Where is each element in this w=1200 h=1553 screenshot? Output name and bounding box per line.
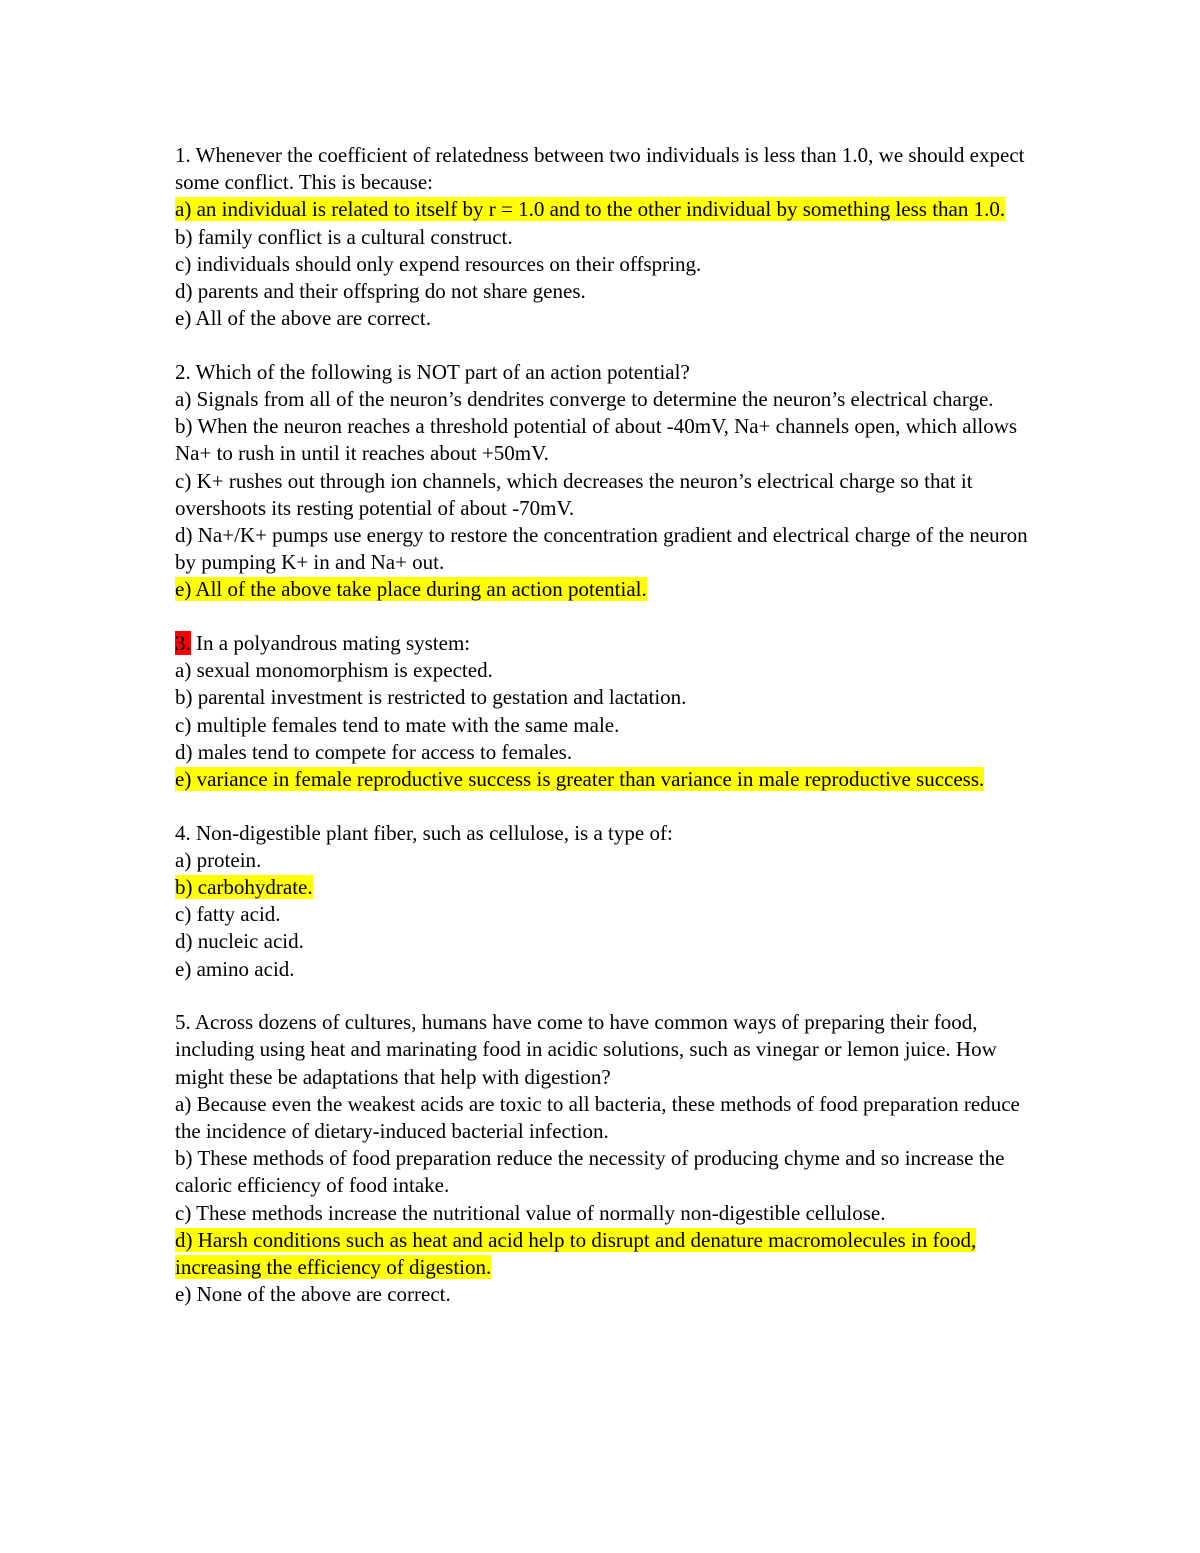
answer-option: c) K+ rushes out through ion channels, which decreases the neuron’s electrical charge so that it overshoots its resting potential of about -70mV.	[175, 468, 973, 520]
answer-highlight: d) Harsh conditions such as heat and acid help to disrupt and denature macromolecules in food, increasing the efficiency of digestion.	[175, 1227, 977, 1280]
answer-option: b) These methods of food preparation reduce the necessity of producing chyme and so increase the caloric efficiency of food intake.	[175, 1146, 1005, 1198]
answer-option: d) nucleic acid.	[175, 929, 304, 954]
answer-option: b) When the neuron reaches a threshold potential of about -40mV, Na+ channels open, which allows Na+ to rush in until it reaches about +50mV.	[175, 414, 1018, 466]
question-stem: 1. Whenever the coefficient of relatedness between two individuals is less than 1.0, we should expect some conflict. This is because:	[175, 143, 1025, 195]
answer-option: a) Signals from all of the neuron’s dendrites converge to determine the neuron’s electrical charge.	[175, 387, 994, 412]
answer-option: d) parents and their offspring do not share genes.	[175, 279, 586, 304]
answer-option: c) fatty acid.	[175, 902, 281, 927]
answer-option: c) These methods increase the nutritional value of normally non-digestible cellulose.	[175, 1200, 886, 1225]
answer-option-correct	[175, 874, 1035, 901]
question-1	[175, 142, 1035, 332]
answer-option-correct	[175, 766, 1035, 793]
answer-option: a) protein.	[175, 847, 262, 872]
question-4	[175, 820, 1035, 983]
answer-highlight: b) carbohydrate.	[175, 875, 313, 900]
question-number-flag: 3.	[175, 631, 191, 656]
question-stem	[175, 630, 1035, 657]
answer-highlight: a) an individual is related to itself by r = 1.0 and to the other individual by something less than 1.0.	[175, 197, 1006, 222]
question-stem: 2. Which of the following is NOT part of an action potential?	[175, 359, 690, 384]
question-5	[175, 1009, 1035, 1308]
answer-option: c) individuals should only expend resources on their offspring.	[175, 251, 702, 276]
answer-option-correct	[175, 1227, 1035, 1281]
question-2	[175, 359, 1035, 604]
question-stem-text: In a polyandrous mating system:	[190, 631, 471, 656]
answer-option-correct	[175, 196, 1035, 223]
answer-option: e) None of the above are correct.	[175, 1282, 451, 1307]
answer-option: d) males tend to compete for access to females.	[175, 739, 573, 764]
question-3	[175, 630, 1035, 793]
document-page	[175, 142, 1035, 1335]
answer-option: e) amino acid.	[175, 956, 295, 981]
answer-option: d) Na+/K+ pumps use energy to restore the concentration gradient and electrical charge of the neuron by pumping K+ in and Na+ out.	[175, 523, 1028, 575]
answer-option: e) All of the above are correct.	[175, 306, 431, 331]
answer-option: c) multiple females tend to mate with the same male.	[175, 712, 620, 737]
answer-option: b) parental investment is restricted to gestation and lactation.	[175, 685, 687, 710]
answer-option-correct	[175, 576, 1035, 603]
question-stem: 5. Across dozens of cultures, humans have come to have common ways of preparing their food, including using heat and marinating food in acidic solutions, such as vinegar or lemon juice. How might these be adaptations that help with digestion?	[175, 1010, 997, 1089]
answer-highlight: e) variance in female reproductive success is greater than variance in male reproductive success.	[175, 767, 985, 792]
answer-option: a) Because even the weakest acids are toxic to all bacteria, these methods of food preparation reduce the incidence of dietary-induced bacterial infection.	[175, 1091, 1020, 1144]
answer-highlight: e) All of the above take place during an action potential.	[175, 577, 647, 602]
answer-option: b) family conflict is a cultural construct.	[175, 224, 513, 249]
question-stem: 4. Non-digestible plant fiber, such as cellulose, is a type of:	[175, 820, 673, 845]
answer-option: a) sexual monomorphism is expected.	[175, 658, 493, 683]
